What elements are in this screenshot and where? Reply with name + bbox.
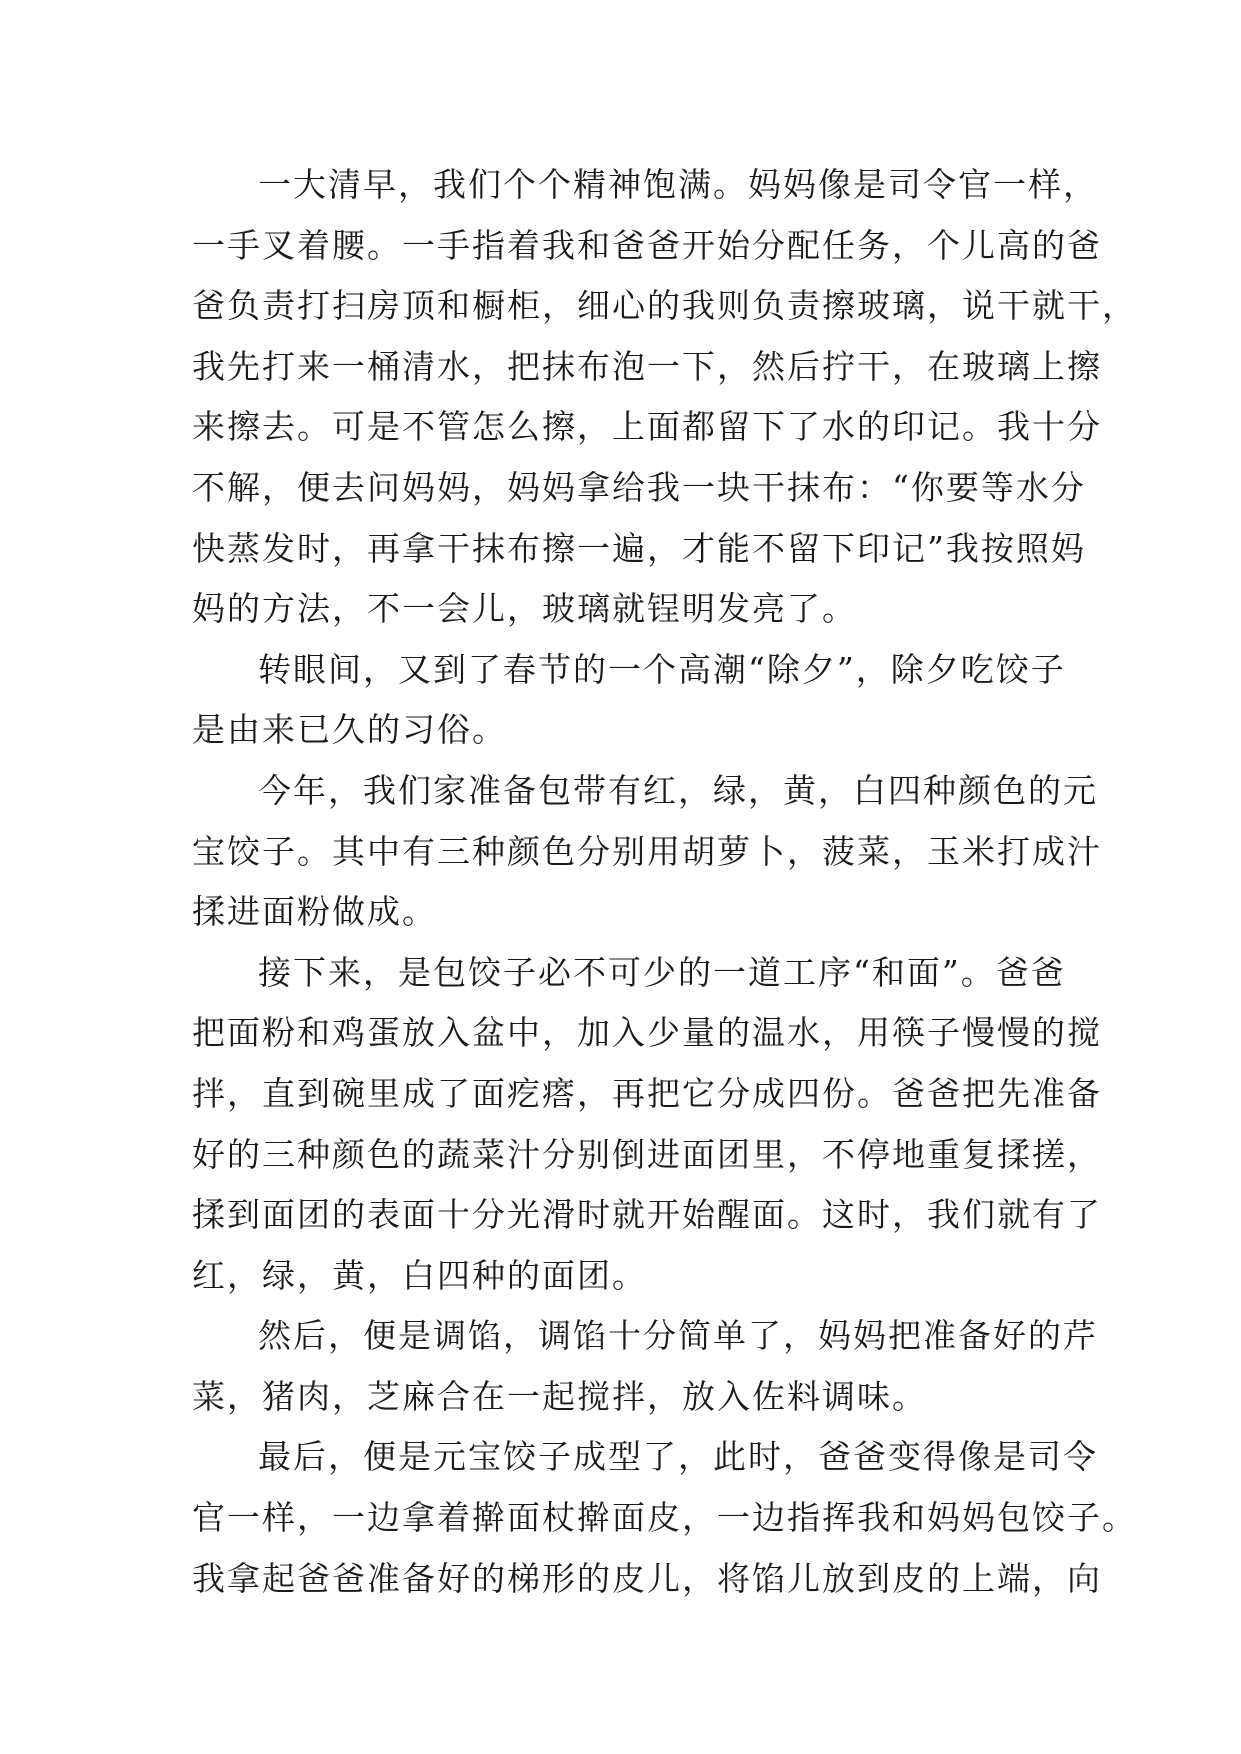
text-line: 官一样，一边拿着擀面杖擀面皮，一边指挥我和妈妈包饺子。 [192,1498,1137,1538]
text-line: 我拿起爸爸准备好的梯形的皮儿，将馅儿放到皮的上端，向 [192,1558,1102,1598]
text-line: 拌，直到碗里成了面疙瘩，再把它分成四份。爸爸把先准备 [192,1073,1102,1113]
text-line: 一大清早，我们个个精神饱满。妈妈像是司令官一样， [258,165,1098,204]
text-line: 不解，便去问妈妈，妈妈拿给我一块干抹布：“你要等水分 [192,467,1086,507]
text-line: 爸负责打扫房顶和橱柜，细心的我则负责擦玻璃，说干就干， [192,286,1137,326]
text-line: 我先打来一桶清水，把抹布泡一下，然后拧干，在玻璃上擦 [192,346,1102,386]
text-line: 是由来已久的习俗。 [192,710,507,750]
text-line: 来擦去。可是不管怎么擦，上面都留下了水的印记。我十分 [192,407,1102,447]
body-text [192,155,1137,1609]
text-line: 宝饺子。其中有三种颜色分别用胡萝卜，菠菜，玉米打成汁 [192,831,1102,871]
text-line: 然后，便是调馅，调馅十分简单了，妈妈把准备好的芹 [258,1316,1098,1356]
text-line: 揉到面团的表面十分光滑时就开始醒面。这时，我们就有了 [192,1195,1102,1235]
text-line: 一手叉着腰。一手指着我和爸爸开始分配任务，个儿高的爸 [192,225,1102,265]
text-line: 最后，便是元宝饺子成型了，此时，爸爸变得像是司令 [258,1437,1098,1477]
text-line: 快蒸发时，再拿干抹布擦一遍，才能不留下印记”我按照妈 [192,528,1086,568]
text-line: 接下来，是包饺子必不可少的一道工序“和面”。爸爸 [258,952,1066,992]
text-line: 把面粉和鸡蛋放入盆中，加入少量的温水，用筷子慢慢的搅 [192,1013,1102,1053]
text-line: 菜，猪肉，芝麻合在一起搅拌，放入佐料调味。 [192,1376,927,1416]
text-line: 转眼间，又到了春节的一个高潮“除夕”，除夕吃饺子 [258,649,1066,689]
text-line: 揉进面粉做成。 [192,892,437,932]
text-line: 今年，我们家准备包带有红，绿，黄，白四种颜色的元 [258,770,1098,810]
text-line: 妈的方法，不一会儿，玻璃就锃明发亮了。 [192,589,857,629]
text-line: 红，绿，黄，白四种的面团。 [192,1255,647,1295]
text-line: 好的三种颜色的蔬菜汁分别倒进面团里，不停地重复揉搓， [192,1134,1102,1174]
